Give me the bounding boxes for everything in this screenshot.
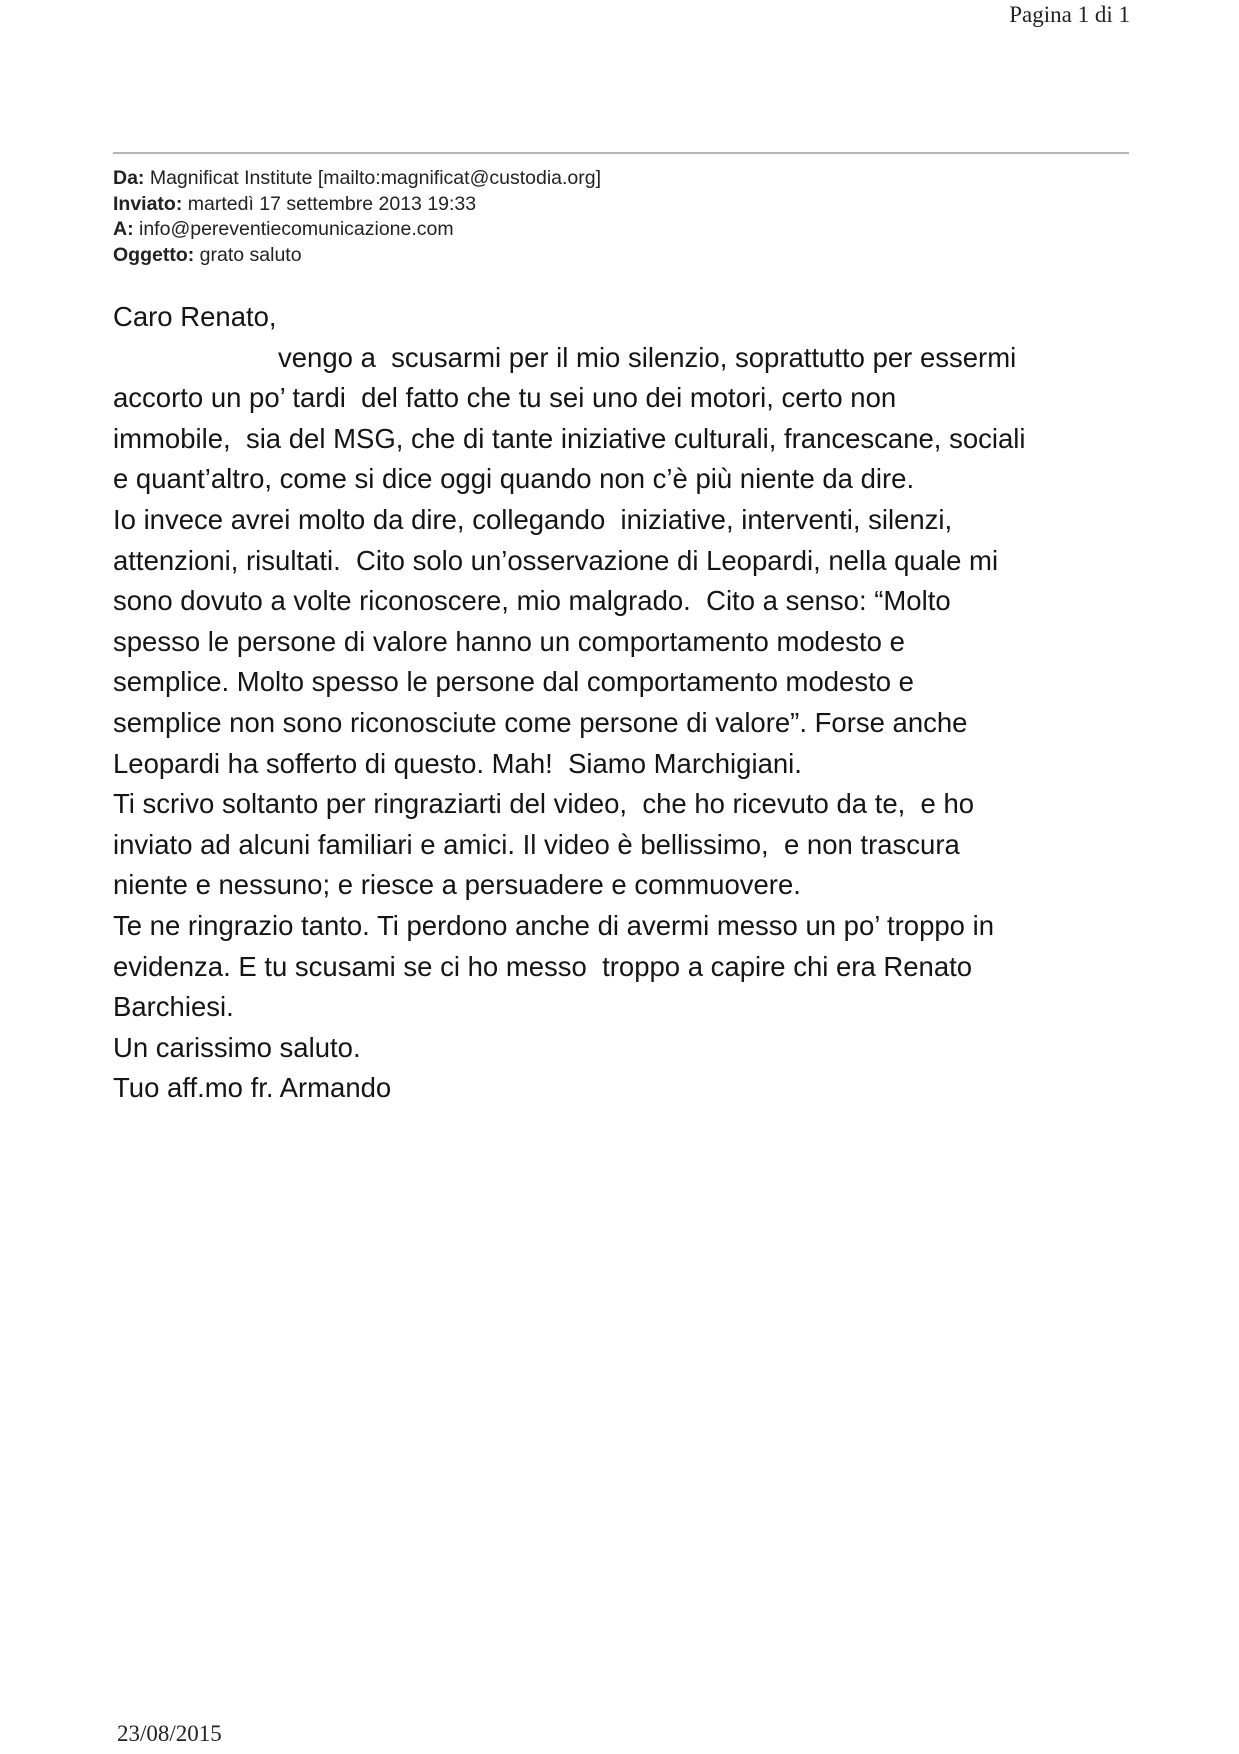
- letter-line: semplice. Molto spesso le persone dal comportamento modesto e: [113, 666, 914, 698]
- letter-line: attenzioni, risultati. Cito solo un’osservazione di Leopardi, nella quale mi: [113, 544, 999, 576]
- email-to-value: info@pereventiecomunicazione.com: [139, 218, 454, 240]
- email-sent-row: [113, 192, 601, 218]
- letter-line: inviato ad alcuni familiari e amici. Il video è bellissimo, e non trascura: [113, 828, 960, 860]
- letter-line: Te ne ringrazio tanto. Ti perdono anche di avermi messo un po’ troppo in: [113, 909, 995, 941]
- email-to-row: [113, 217, 601, 243]
- email-sent-value: martedì 17 settembre 2013 19:33: [187, 192, 477, 215]
- letter-line: Leopardi ha sofferto di questo. Mah! Siamo Marchigiani.: [113, 747, 802, 779]
- letter-line: spesso le persone di valore hanno un comportamento modesto e: [113, 625, 905, 657]
- email-subject-value: grato saluto: [199, 243, 302, 266]
- email-header: [113, 166, 601, 268]
- letter-signature: Tuo aff.mo fr. Armando: [113, 1072, 392, 1104]
- letter-line: sono dovuto a volte riconoscere, mio malgrado. Cito a senso: “Molto: [113, 585, 951, 617]
- email-subject-row: [113, 243, 601, 269]
- letter-line: niente e nessuno; e riesce a persuadere e commuovere.: [113, 869, 801, 901]
- email-subject-label: Oggetto:: [113, 243, 195, 266]
- letter-line: immobile, sia del MSG, che di tante iniziative culturali, francescane, sociali: [113, 422, 1026, 454]
- letter-line: Ti scrivo soltanto per ringraziarti del video, che ho ricevuto da te, e ho: [113, 788, 975, 820]
- letter-line: semplice non sono riconosciute come persone di valore”. Forse anche: [113, 706, 968, 738]
- email-from-row: [113, 166, 601, 192]
- header-divider: [113, 152, 1129, 154]
- letter-line: Barchiesi.: [113, 991, 234, 1023]
- footer-date: 23/08/2015: [117, 1721, 222, 1746]
- page-number: Pagina 1 di 1: [1009, 2, 1130, 27]
- letter-closing: Un carissimo saluto.: [113, 1031, 361, 1063]
- letter-line: vengo a scusarmi per il mio silenzio, soprattutto per essermi: [278, 341, 1017, 373]
- email-from-label: Da:: [113, 167, 145, 189]
- letter-body: [113, 297, 1143, 1109]
- letter-line: accorto un po’ tardi del fatto che tu sei uno dei motori, certo non: [113, 382, 897, 414]
- letter-line: e quant’altro, come si dice oggi quando non c’è più niente da dire.: [113, 463, 915, 495]
- email-sent-label: Inviato:: [113, 192, 183, 215]
- letter-salutation: Caro Renato,: [113, 301, 277, 332]
- letter-line: evidenza. E tu scusami se ci ho messo troppo a capire chi era Renato: [113, 950, 973, 982]
- email-from-value: Magnificat Institute [mailto:magnificat@custodia.org]: [149, 167, 602, 189]
- letter-line: Io invece avrei molto da dire, collegando iniziative, interventi, silenzi,: [113, 503, 953, 535]
- email-to-label: A:: [113, 218, 134, 240]
